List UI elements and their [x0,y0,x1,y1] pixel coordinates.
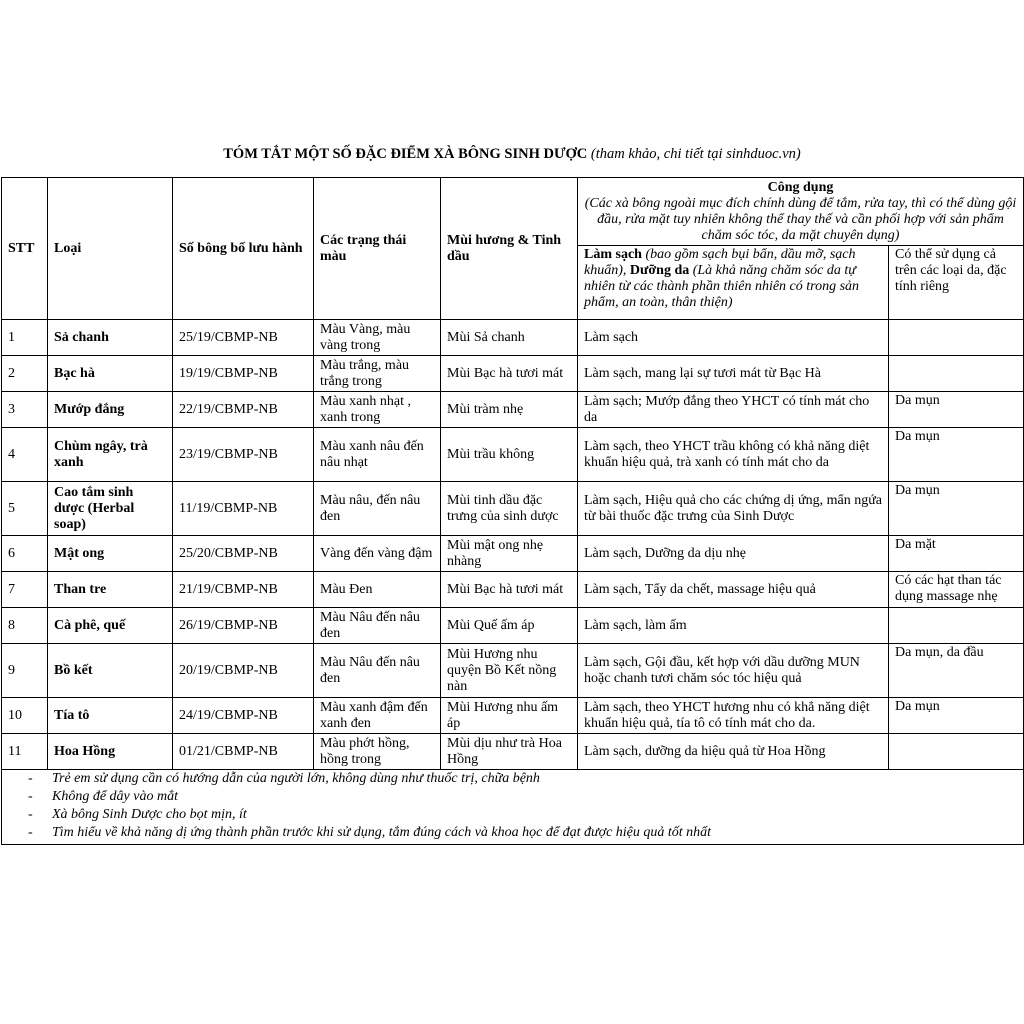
note-bullet: - [28,825,33,840]
cell-mau: Vàng đến vàng đậm [314,536,441,572]
cell-dac-tinh [889,320,1024,356]
table-row [2,572,1024,608]
cell-cong-dung: Làm sạch, theo YHCT trầu không có khả năng diệt khuẩn hiệu quả, trà xanh có tính mát cho da [578,428,889,482]
header-stt: STT [2,178,48,320]
cell-dac-tinh [889,356,1024,392]
cell-stt: 6 [2,536,48,572]
cell-mui: Mùi dịu như trà Hoa Hồng [441,734,578,770]
header-co-the: Có thể sử dụng cả trên các loại da, đặc tính riêng [889,246,1024,320]
notes-cell [2,770,1024,845]
cell-loai: Cao tắm sinh dược (Herbal soap) [48,482,173,536]
cell-mui: Mùi mật ong nhẹ nhàng [441,536,578,572]
cell-stt: 3 [2,392,48,428]
table-row [2,608,1024,644]
soap-summary-table [1,177,1024,845]
cell-loai: Hoa Hồng [48,734,173,770]
title-main: TÓM TẮT MỘT SỐ ĐẶC ĐIỂM XÀ BÔNG SINH DƯỢC [223,146,588,162]
table-row [2,356,1024,392]
header-trang-thai: Các trạng thái màu [314,178,441,320]
cell-stt: 2 [2,356,48,392]
cell-cong-dung: Làm sạch; Mướp đắng theo YHCT có tính mát cho da [578,392,889,428]
cell-mau: Màu xanh nhạt , xanh trong [314,392,441,428]
cell-loai: Cà phê, quế [48,608,173,644]
cell-dac-tinh: Da mặt [889,536,1024,572]
cell-stt: 1 [2,320,48,356]
note-bullet: - [28,771,33,786]
cell-stt: 9 [2,644,48,698]
cell-loai: Than tre [48,572,173,608]
cell-mui: Mùi Quế ấm áp [441,608,578,644]
cell-stt: 5 [2,482,48,536]
cell-mau: Màu Đen [314,572,441,608]
cell-loai: Bồ kết [48,644,173,698]
cell-dac-tinh [889,734,1024,770]
cell-dac-tinh: Da mụn [889,698,1024,734]
header-duong-da-note: (Là khả năng chăm sóc da tự nhiên từ các thành phần thiên nhiên có trong sản phẩm, an toàn, thân thiện) [584,263,860,310]
note-text: Trẻ em sử dụng cần có hướng dẫn của người lớn, không dùng như thuốc trị, chữa bệnh [52,771,540,786]
cell-so: 21/19/CBMP-NB [173,572,314,608]
table-row [2,320,1024,356]
cell-cong-dung: Làm sạch, mang lại sự tươi mát từ Bạc Hà [578,356,889,392]
cell-stt: 10 [2,698,48,734]
cell-stt: 7 [2,572,48,608]
header-lam-sach-label: Làm sạch [584,247,642,262]
note-item [28,806,1023,824]
cell-mau: Màu Nâu đến nâu đen [314,644,441,698]
table-row [2,644,1024,698]
note-text: Không để dây vào mắt [52,789,178,804]
cell-dac-tinh: Có các hạt than tác dụng massage nhẹ [889,572,1024,608]
header-lam-sach-note: (bao gồm sạch bụi bẩn, dầu mỡ, sạch khuẩn), [584,247,856,278]
cell-cong-dung: Làm sạch, làm ấm [578,608,889,644]
cell-loai: Chùm ngây, trà xanh [48,428,173,482]
cell-stt: 11 [2,734,48,770]
note-bullet: - [28,807,33,822]
cell-dac-tinh: Da mụn [889,482,1024,536]
header-duong-da-label: Dưỡng da [629,263,690,278]
cell-stt: 8 [2,608,48,644]
cell-so: 24/19/CBMP-NB [173,698,314,734]
note-text: Xà bông Sinh Dược cho bọt mịn, ít [52,807,247,822]
cell-mau: Màu phớt hồng, hồng trong [314,734,441,770]
note-text: Tìm hiểu về khả năng dị ứng thành phần trước khi sử dụng, tắm đúng cách và khoa học để đạt được hiệu quả tốt nhất [52,825,712,840]
cell-cong-dung: Làm sạch, Hiệu quả cho các chứng dị ứng, mẩn ngứa từ bài thuốc đặc trưng của Sinh Dược [578,482,889,536]
page-title [0,146,1024,163]
cell-loai: Bạc hà [48,356,173,392]
cell-so: 25/19/CBMP-NB [173,320,314,356]
cell-mui: Mùi tràm nhẹ [441,392,578,428]
cell-so: 11/19/CBMP-NB [173,482,314,536]
table-row [2,698,1024,734]
note-item [28,788,1023,806]
cell-so: 19/19/CBMP-NB [173,356,314,392]
table-row [2,536,1024,572]
header-so-bong: Số bông bố lưu hành [173,178,314,320]
cell-dac-tinh: Da mụn [889,428,1024,482]
cell-mau: Màu xanh đậm đến xanh đen [314,698,441,734]
cell-cong-dung: Làm sạch, Gội đầu, kết hợp với dầu dưỡng MUN hoặc chanh tươi chăm sóc tóc hiệu quả [578,644,889,698]
cell-dac-tinh [889,608,1024,644]
note-item [28,824,1023,842]
cell-cong-dung: Làm sạch [578,320,889,356]
header-loai: Loại [48,178,173,320]
note-item [28,770,1023,788]
cell-mau: Màu trắng, màu trắng trong [314,356,441,392]
header-lam-sach-duong-da [578,246,889,320]
cell-loai: Mướp đắng [48,392,173,428]
cell-mui: Mùi trầu không [441,428,578,482]
cell-so: 23/19/CBMP-NB [173,428,314,482]
cell-mui: Mùi Bạc hà tươi mát [441,572,578,608]
cell-so: 26/19/CBMP-NB [173,608,314,644]
cell-cong-dung: Làm sạch, Dưỡng da dịu nhẹ [578,536,889,572]
header-cong-dung-note: (Các xà bông ngoài mục đích chính dùng để tắm, rửa tay, thì có thể dùng gội đầu, rửa mặt tuy nhiên không thể thay thế và cần phối hợp với sản phẩm chăm sóc tóc, da mặt chuyên dụng) [584,195,1017,243]
cell-cong-dung: Làm sạch, theo YHCT hương nhu có khẳ năng diệt khuẩn hiệu quả, tía tô có tính mát cho da. [578,698,889,734]
cell-cong-dung: Làm sạch, dưỡng da hiệu quả từ Hoa Hồng [578,734,889,770]
cell-stt: 4 [2,428,48,482]
table-row [2,734,1024,770]
cell-cong-dung: Làm sạch, Tẩy da chết, massage hiệu quả [578,572,889,608]
cell-mau: Màu Nâu đến nâu đen [314,608,441,644]
cell-loai: Tía tô [48,698,173,734]
cell-mau: Màu xanh nâu đến nâu nhạt [314,428,441,482]
cell-so: 01/21/CBMP-NB [173,734,314,770]
cell-so: 25/20/CBMP-NB [173,536,314,572]
cell-mui: Mùi Hương nhu quyện Bồ Kết nồng nàn [441,644,578,698]
cell-mui: Mùi tinh dầu đặc trưng của sinh dược [441,482,578,536]
table-row [2,482,1024,536]
cell-loai: Mật ong [48,536,173,572]
cell-mui: Mùi Bạc hà tươi mát [441,356,578,392]
cell-dac-tinh: Da mụn [889,392,1024,428]
header-mui-huong: Mùi hương & Tinh dầu [441,178,578,320]
cell-mau: Màu Vàng, màu vàng trong [314,320,441,356]
cell-loai: Sả chanh [48,320,173,356]
header-cong-dung [578,178,1024,246]
cell-mui: Mùi Hương nhu ấm áp [441,698,578,734]
table-row [2,428,1024,482]
title-sub: (tham khảo, chi tiết tại sinhduoc.vn) [590,146,801,162]
cell-so: 22/19/CBMP-NB [173,392,314,428]
cell-mau: Màu nâu, đến nâu đen [314,482,441,536]
cell-so: 20/19/CBMP-NB [173,644,314,698]
header-cong-dung-title: Công dụng [767,179,834,195]
note-bullet: - [28,789,33,804]
table-row [2,392,1024,428]
cell-dac-tinh: Da mụn, da đầu [889,644,1024,698]
cell-mui: Mùi Sả chanh [441,320,578,356]
